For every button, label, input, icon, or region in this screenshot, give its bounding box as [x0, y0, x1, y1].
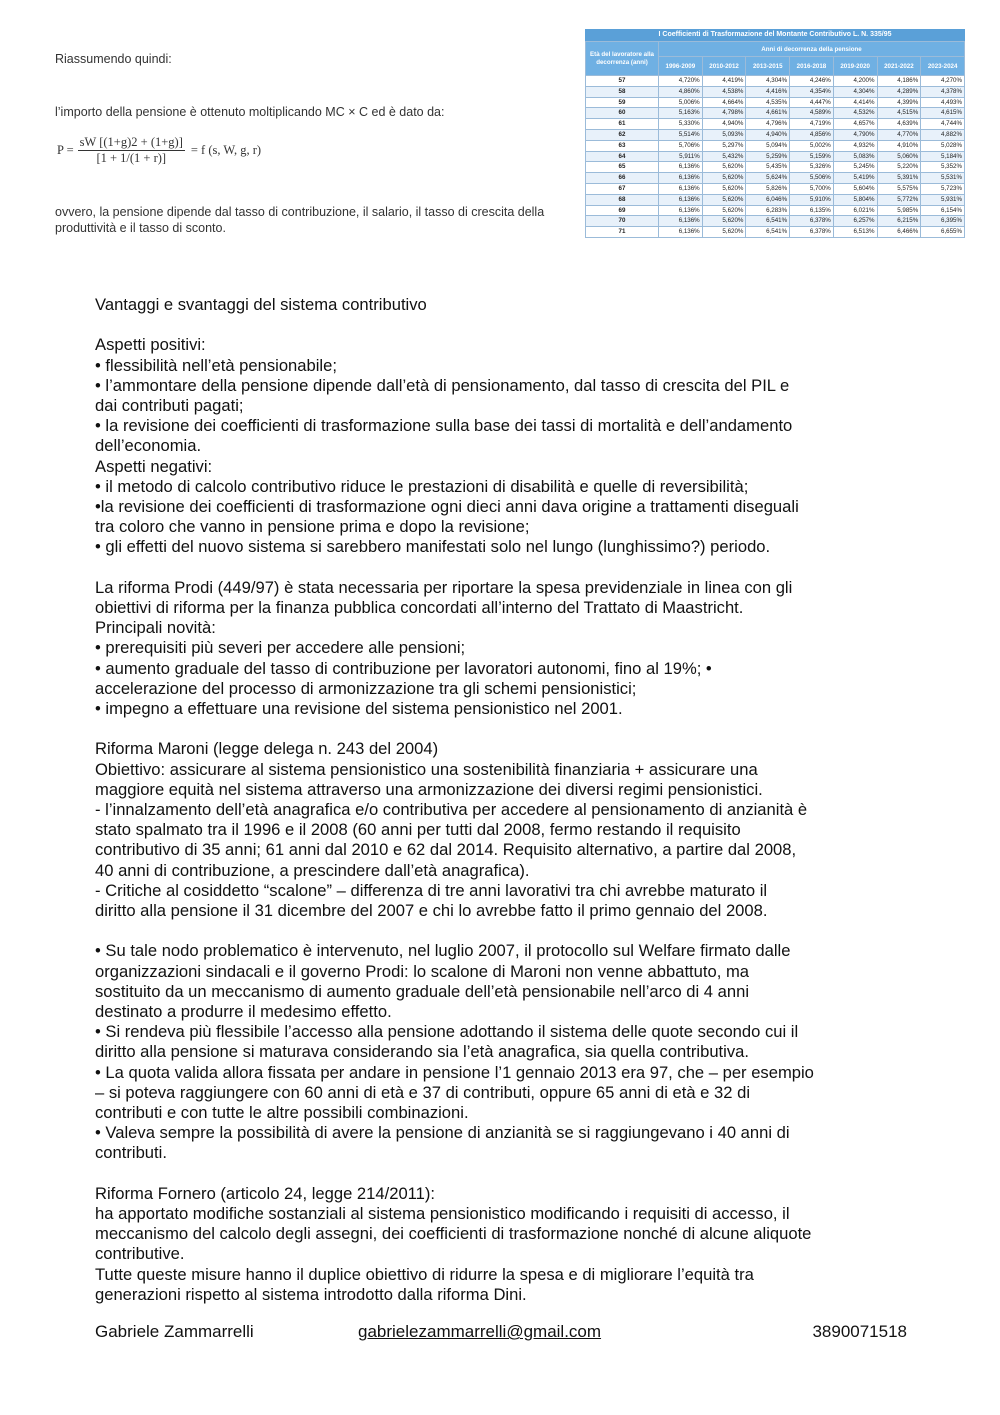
coefficient-cell: 4,538% [702, 86, 746, 97]
importo-text: l’importo della pensione è ottenuto moltiplicando MC × C ed è dato da: [55, 105, 445, 119]
body-line: • Si rendeva più flessibile l’accesso alla pensione adottando il sistema delle quote secondo cui il [95, 1022, 799, 1042]
body-line: • Valeva sempre la possibilità di avere la pensione di anzianità se si raggiungevano i 40 anni di [95, 1123, 790, 1143]
table-row [586, 97, 965, 108]
author-email-link[interactable]: gabrielezammarrelli@gmail.com [358, 1322, 602, 1341]
coefficient-cell: 5,259% [746, 151, 790, 162]
coefficient-cell: 5,531% [921, 173, 965, 184]
age-cell: 64 [586, 151, 659, 162]
paragraph-gap [95, 558, 915, 578]
riassumendo-text: Riassumendo quindi: [55, 52, 172, 66]
body-line: • prerequisiti più severi per accedere alle pensioni; [95, 638, 466, 658]
body-line: 40 anni di contribuzione, a prescindere dall’età anagrafica). [95, 860, 530, 880]
period-header: 1996-2009 [659, 57, 703, 76]
period-header: 2019-2020 [833, 57, 877, 76]
body-line: - Critiche al cosiddetto “scalone” – differenza di tre anni lavorativi tra chi avrebbe maturato il [95, 880, 768, 900]
body-line: • la revisione dei coefficienti di trasformazione sulla base dei tassi di mortalità e dell’andamento [95, 416, 793, 436]
body-line: Aspetti positivi: [95, 335, 206, 355]
age-cell: 68 [586, 194, 659, 205]
coefficient-cell: 4,354% [790, 86, 834, 97]
age-cell: 70 [586, 216, 659, 227]
coefficient-cell: 4,932% [833, 140, 877, 151]
coefficient-cell: 5,163% [659, 108, 703, 119]
table-row [586, 140, 965, 151]
coefficient-cell: 6,513% [833, 227, 877, 238]
age-cell: 62 [586, 129, 659, 140]
coefficient-cell: 4,535% [746, 97, 790, 108]
paragraph-gap [95, 719, 915, 739]
body-line: destinato a produrre il medesimo effetto. [95, 1002, 392, 1022]
body-line: Aspetti negativi: [95, 456, 213, 476]
coefficient-cell: 6,466% [877, 227, 921, 238]
coefficient-cell: 5,911% [659, 151, 703, 162]
coefficient-cell: 5,060% [877, 151, 921, 162]
age-cell: 69 [586, 205, 659, 216]
coefficient-cell: 6,378% [790, 216, 834, 227]
coefficient-cell: 5,326% [790, 162, 834, 173]
summary-snippet [55, 52, 565, 237]
coefficient-cell: 6,257% [833, 216, 877, 227]
formula-rhs: = f (s, W, g, r) [190, 143, 262, 157]
body-line: dai contributi pagati; [95, 396, 244, 415]
body-line: maggiore equità nel sistema attraverso una armonizzazione dei diversi regimi pensionistici. [95, 779, 763, 799]
coefficient-cell: 6,135% [790, 205, 834, 216]
formula-fraction [78, 135, 185, 166]
coefficient-cell: 6,541% [746, 216, 790, 227]
coefficient-cell: 5,620% [702, 183, 746, 194]
table-row [586, 227, 965, 238]
body-line: dell’economia. [95, 436, 202, 456]
age-cell: 59 [586, 97, 659, 108]
coefficient-cell: 5,352% [921, 162, 965, 173]
coefficients-table-title: I Coefficienti di Trasformazione del Montante Contributivo L. N. 335/95 [585, 29, 965, 41]
coefficient-cell: 4,639% [877, 119, 921, 130]
coefficients-table [585, 29, 965, 260]
paragraph-gap [95, 315, 915, 335]
coefficient-cell: 5,700% [790, 183, 834, 194]
coefficient-cell: 4,419% [702, 76, 746, 87]
coefficient-cell: 5,931% [921, 194, 965, 205]
coefficient-cell: 5,620% [702, 216, 746, 227]
coefficient-cell: 4,493% [921, 97, 965, 108]
coefficient-cell: 4,304% [833, 86, 877, 97]
body-line: meccanismo del calcolo degli assegni, dei coefficienti di trasformazione nonché di alcune aliquote [95, 1224, 812, 1244]
body-line: • La quota valida allora fissata per andare in pensione l’1 gennaio 2013 era 97, che – per esempio [95, 1062, 814, 1082]
body-line: •la revisione dei coefficienti di trasformazione ogni dieci anni dava origine a trattamenti diseguali [95, 497, 799, 517]
table-row [586, 76, 965, 87]
coefficient-cell: 6,541% [746, 227, 790, 238]
body-line: contributi e con tutte le altre possibili combinazioni. [95, 1103, 469, 1123]
coefficient-cell: 4,940% [702, 119, 746, 130]
coefficient-cell: 5,093% [702, 129, 746, 140]
coefficient-cell: 6,136% [659, 205, 703, 216]
ovvero-text: ovvero, la pensione dipende dal tasso di contribuzione, il salario, il tasso di crescita della produttività e il tasso di sconto. [55, 205, 545, 235]
body-line: • l’ammontare della pensione dipende dall’età di pensionamento, dal tasso di crescita del PIL e [95, 375, 790, 395]
coefficient-cell: 5,620% [702, 194, 746, 205]
age-cell: 65 [586, 162, 659, 173]
coefficient-cell: 4,200% [833, 76, 877, 87]
coefficient-cell: 4,589% [790, 108, 834, 119]
body-line: Riforma Fornero (articolo 24, legge 214/2011): [95, 1183, 436, 1203]
coefficient-cell: 4,719% [790, 119, 834, 130]
table-row [586, 162, 965, 173]
coefficient-cell: 5,624% [746, 173, 790, 184]
coefficient-cell: 4,615% [921, 108, 965, 119]
coefficient-cell: 4,515% [877, 108, 921, 119]
period-header: 2010-2012 [702, 57, 746, 76]
body-line: • flessibilità nell’età pensionabile; [95, 355, 337, 375]
coefficient-cell: 5,419% [833, 173, 877, 184]
formula-denominator: [1 + 1/(1 + r)] [96, 151, 167, 165]
coefficient-cell: 5,620% [702, 227, 746, 238]
table-row [586, 151, 965, 162]
coefficient-cell: 5,620% [702, 205, 746, 216]
coefficient-cell: 5,506% [790, 173, 834, 184]
coefficient-cell: 6,154% [921, 205, 965, 216]
period-header: 2023-2024 [921, 57, 965, 76]
coefficient-cell: 5,620% [702, 162, 746, 173]
footer [95, 1322, 907, 1344]
coefficient-cell: 4,532% [833, 108, 877, 119]
author-name: Gabriele Zammarrelli [95, 1322, 254, 1341]
period-header: 2013-2015 [746, 57, 790, 76]
body-line: • gli effetti del nuovo sistema si sarebbero manifestati solo nel lungo (lunghissimo?) periodo. [95, 537, 771, 557]
coefficient-cell: 4,770% [877, 129, 921, 140]
paragraph-gap [95, 921, 915, 941]
age-cell: 67 [586, 183, 659, 194]
table-row [586, 86, 965, 97]
body-line: obiettivi di riforma per la finanza pubblica concordati all’interno del Trattato di Maastricht. [95, 598, 744, 618]
body-line: • Su tale nodo problematico è intervenuto, nel luglio 2007, il protocollo sul Welfare firmato dalle [95, 941, 791, 961]
coefficient-cell: 5,910% [790, 194, 834, 205]
coefficient-cell: 4,744% [921, 119, 965, 130]
body-line: Vantaggi e svantaggi del sistema contributivo [95, 295, 427, 314]
body-line: stato spalmato tra il 1996 e il 2008 (60 anni per tutti dal 2008, fermo restando il requisito [95, 820, 741, 840]
coefficient-cell: 6,136% [659, 216, 703, 227]
coefficient-cell: 6,136% [659, 173, 703, 184]
coefficient-cell: 4,304% [746, 76, 790, 87]
age-cell: 71 [586, 227, 659, 238]
coefficient-cell: 6,136% [659, 227, 703, 238]
body-line: contributi. [95, 1143, 167, 1163]
coefficient-cell: 5,220% [877, 162, 921, 173]
body-line: • aumento graduale del tasso di contribuzione per lavoratori autonomi, fino al 19%; • [95, 658, 712, 678]
coefficient-cell: 6,378% [790, 227, 834, 238]
age-cell: 66 [586, 173, 659, 184]
table-row [586, 194, 965, 205]
coefficient-cell: 5,006% [659, 97, 703, 108]
coefficient-cell: 5,620% [702, 173, 746, 184]
coefficient-cell: 4,657% [833, 119, 877, 130]
table-row [586, 183, 965, 194]
table-row [586, 216, 965, 227]
formula-lhs: P = [57, 143, 74, 157]
coefficient-cell: 4,940% [746, 129, 790, 140]
paragraph-gap [95, 1164, 915, 1184]
coefficient-cell: 4,289% [877, 86, 921, 97]
age-cell: 61 [586, 119, 659, 130]
coefficient-cell: 4,246% [790, 76, 834, 87]
coefficient-cell: 4,910% [877, 140, 921, 151]
coefficient-cell: 6,021% [833, 205, 877, 216]
age-column-header: Età del lavoratore alla decorrenza (anni) [586, 42, 659, 76]
coefficient-cell: 4,790% [833, 129, 877, 140]
coefficient-cell: 6,283% [746, 205, 790, 216]
body-line: tra coloro che vanno in pensione prima e dopo la revisione; [95, 517, 530, 537]
coefficient-cell: 5,432% [702, 151, 746, 162]
body-line: Principali novità: [95, 618, 216, 638]
coefficient-cell: 6,046% [746, 194, 790, 205]
body-line: - l’innalzamento dell’età anagrafica e/o contributiva per accedere al pensionamento di anzianità è [95, 800, 808, 820]
coefficient-cell: 5,330% [659, 119, 703, 130]
coefficient-cell: 5,604% [833, 183, 877, 194]
table-row [586, 173, 965, 184]
body-line: • il metodo di calcolo contributivo riduce le prestazioni di disabilità e quelle di reversibilità; [95, 476, 749, 496]
coefficient-cell: 5,706% [659, 140, 703, 151]
body-line: Riforma Maroni (legge delega n. 243 del 2004) [95, 739, 439, 759]
coefficient-cell: 4,447% [790, 97, 834, 108]
body-line: contributivo di 35 anni; 61 anni dal 2010 e 62 dal 2014. Requisito alternativo, a partire dal 2008, [95, 840, 797, 860]
coefficient-cell: 4,270% [921, 76, 965, 87]
coefficient-cell: 4,860% [659, 86, 703, 97]
coefficient-cell: 4,416% [746, 86, 790, 97]
age-cell: 58 [586, 86, 659, 97]
coefficient-cell: 6,395% [921, 216, 965, 227]
coefficient-cell: 5,245% [833, 162, 877, 173]
coefficient-cell: 5,297% [702, 140, 746, 151]
coefficient-cell: 6,136% [659, 183, 703, 194]
coefficient-cell: 4,661% [746, 108, 790, 119]
body-line: generazioni rispetto al sistema introdotto dalla riforma Dini. [95, 1284, 527, 1304]
age-cell: 57 [586, 76, 659, 87]
age-cell: 60 [586, 108, 659, 119]
formula-numerator: sW [(1+g)2 + (1+g)] [79, 135, 183, 149]
coefficient-cell: 4,796% [746, 119, 790, 130]
coefficient-cell: 5,094% [746, 140, 790, 151]
coefficient-cell: 6,655% [921, 227, 965, 238]
body-line: ha apportato modifiche sostanziali al sistema pensionistico modificando i requisiti di accesso, il [95, 1204, 790, 1224]
coefficient-cell: 4,414% [833, 97, 877, 108]
coefficient-cell: 5,028% [921, 140, 965, 151]
body-line: diritto alla pensione si maturava considerando sia l’età anagrafica, sia quella contributiva. [95, 1042, 749, 1062]
coefficient-cell: 5,159% [790, 151, 834, 162]
coefficient-cell: 4,856% [790, 129, 834, 140]
body-line: – si poteva raggiungere con 60 anni di età e 37 di contributi, oppure 65 anni di età e 32 di [95, 1082, 750, 1102]
coefficient-cell: 6,215% [877, 216, 921, 227]
coefficient-cell: 4,720% [659, 76, 703, 87]
coefficient-cell: 5,435% [746, 162, 790, 173]
coefficient-cell: 4,798% [702, 108, 746, 119]
coefficient-cell: 5,514% [659, 129, 703, 140]
coefficient-cell: 5,723% [921, 183, 965, 194]
body-line: La riforma Prodi (449/97) è stata necessaria per riportare la spesa previdenziale in linea con gli [95, 577, 793, 597]
pension-formula [57, 135, 261, 166]
coefficient-cell: 5,804% [833, 194, 877, 205]
period-header: 2021-2022 [877, 57, 921, 76]
coefficient-cell: 5,826% [746, 183, 790, 194]
coefficient-cell: 4,186% [877, 76, 921, 87]
coefficient-cell: 5,083% [833, 151, 877, 162]
body-line: accelerazione del processo di armonizzazione tra gli schemi pensionistici; [95, 678, 637, 698]
body-line: diritto alla pensione il 31 dicembre del 2007 e chi lo avrebbe fatto il primo gennaio del 2008. [95, 901, 768, 921]
coefficient-cell: 6,136% [659, 162, 703, 173]
years-group-header: Anni di decorrenza della pensione [659, 42, 965, 57]
coefficient-cell: 5,575% [877, 183, 921, 194]
period-header: 2016-2018 [790, 57, 834, 76]
table-row [586, 119, 965, 130]
coefficient-cell: 4,378% [921, 86, 965, 97]
coefficient-cell: 5,391% [877, 173, 921, 184]
body-line: Obiettivo: assicurare al sistema pensionistico una sostenibilità finanziaria + assicurare una [95, 759, 758, 779]
body-line: organizzazioni sindacali e il governo Prodi: lo scalone di Maroni non venne abbattuto, ma [95, 961, 750, 981]
coefficient-cell: 4,882% [921, 129, 965, 140]
age-cell: 63 [586, 140, 659, 151]
table-row [586, 108, 965, 119]
coefficients-grid [585, 41, 965, 238]
body-line: contributive. [95, 1244, 185, 1264]
body-line: • impegno a effettuare una revisione del sistema pensionistico nel 2001. [95, 699, 623, 719]
coefficient-cell: 5,002% [790, 140, 834, 151]
body-line: sostituito da un meccanismo di aumento graduale dell’età pensionabile nell’arco di 4 anni [95, 981, 750, 1001]
body-line: Tutte queste misure hanno il duplice obiettivo di ridurre la spesa e di migliorare l’equità tra [95, 1264, 754, 1284]
coefficient-cell: 5,184% [921, 151, 965, 162]
table-row [586, 205, 965, 216]
coefficient-cell: 5,985% [877, 205, 921, 216]
coefficient-cell: 5,772% [877, 194, 921, 205]
coefficient-cell: 6,136% [659, 194, 703, 205]
coefficient-cell: 4,399% [877, 97, 921, 108]
coefficient-cell: 4,664% [702, 97, 746, 108]
document-body [95, 295, 915, 1305]
author-phone: 3890071518 [812, 1322, 907, 1341]
table-row [586, 129, 965, 140]
